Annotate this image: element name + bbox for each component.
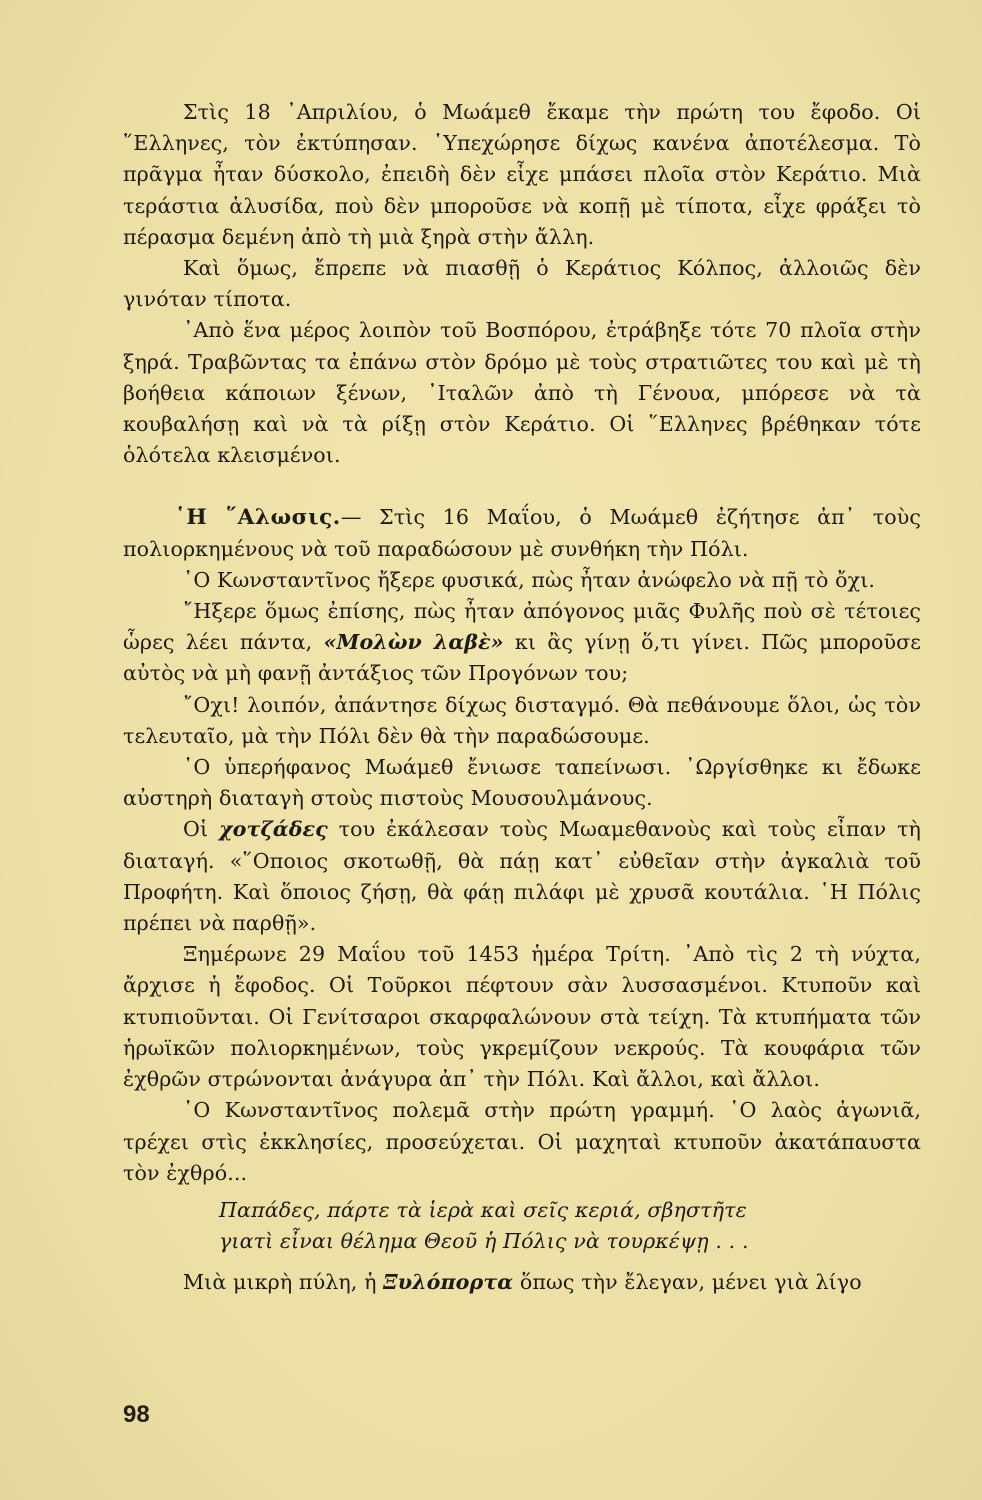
verse-line: Παπάδες, πάρτε τὰ ἱερὰ καὶ σεῖς κεριά, σβηστῆτε: [219, 1197, 747, 1222]
paragraph-reply: ῎Οχι! λοιπόν, ἀπάντησε δίχως δισταγμό. Θὰ πεθάνουμε ὅλοι, ὡς τὸν τελευταῖο, μὰ τὴν Πόλι δὲν θὰ τὴν παραδώσουμε.: [123, 692, 921, 748]
paragraph-assault-dawn: Ξημέρωνε 29 Μαΐου τοῦ 1453 ἡμέρα Τρίτη. ᾿Απὸ τὶς 2 τὴ νύχτα, ἄρχισε ἡ ἔφοδος. Οἱ Τοῦρκοι πέφτουν σὰν λυσσασμένοι. Κτυποῦν καὶ κτυπιοῦνται. Οἱ Γενίτσαροι σκαρφαλώνουν στὰ τείχη. Τὰ κτυπήματα τῶν ἡρωϊκῶν πολιορκημένων, τοὺς γκρεμίζουν νεκρούς. Τὰ κουφάρια τῶν ἐχθρῶν στρώνονται ἀνάγυρα ἀπ᾿ τὴν Πόλι. Καὶ ἄλλοι, καὶ ἄλλοι.: [123, 942, 921, 1092]
paragraph-golden-horn: Καὶ ὅμως, ἔπρεπε νὰ πιασθῇ ὁ Κεράτιος Κόλπος, ἀλλοιῶς δὲν γινόταν τίποτα.: [123, 256, 921, 312]
paragraph-hodjas: [123, 814, 921, 939]
paragraph-first-assault: Στὶς 18 ᾿Απριλίου, ὁ Μωάμεθ ἔκαμε τὴν πρώτη του ἔφοδο. Οἱ ῞Ελληνες, τὸν ἐκτύπησαν. ῾Υπεχώρησε δίχως κανένα ἀποτέλεσμα. Τὸ πρᾶγμα ἦταν δύσκολο, ἐπειδὴ δὲν εἶχε μπάσει πλοῖα στὸν Κεράτιο. Μιὰ τεράστια ἁλυσίδα, ποὺ δὲν μποροῦσε νὰ κοπῇ μὲ τίποτα, εἶχε φράξει τὸ πέρασμα δεμένη ἀπὸ τὴ μιὰ ξηρὰ στὴν ἄλλη.: [123, 100, 921, 249]
paragraph-text-part: του ἐκάλεσαν τοὺς Μωαμεθανοὺς καὶ τοὺς εἶπαν τὴ διαταγή. «῞Οποιος σκοτωθῇ, θὰ πάῃ κατ᾿ εὐθεῖαν στὴν ἀγκαλιὰ τοῦ Προφήτη. Καὶ ὅποιος ζήσῃ, θὰ φάῃ πιλάφι μὲ χρυσᾶ κουτάλια. ῾Η Πόλις πρέπει νὰ παρθῇ».: [123, 817, 921, 936]
section-heading: ῾Η ῞Αλωσις.: [175, 505, 341, 531]
paragraph-text-part: Μιὰ μικρὴ πύλη, ἡ: [183, 1270, 384, 1295]
quote-molon-labe: «Μολὼν λαβὲ»: [323, 630, 504, 655]
paragraph-mehmed-anger: ῾Ο ὑπερήφανος Μωάμεθ ἔνιωσε ταπείνωσι. ᾿Ωργίσθηκε κι ἔδωκε αὐστηρὴ διαταγὴ στοὺς πιστοὺς Μουσουλμάνους.: [123, 755, 921, 811]
paragraph-text-part: Οἱ: [183, 817, 220, 842]
section-intro-text: Στὶς 16 Μαΐου, ὁ Μωάμεθ ἐζήτησε ἀπ᾿ τοὺς πολιορκημένους νὰ τοῦ παραδώσουν μὲ συνθήκη τὴν Πόλι.: [123, 505, 921, 561]
page-number: 98: [123, 1401, 150, 1428]
verse-line: γιατὶ εἶναι θέλημα Θεοῦ ἡ Πόλις νὰ τουρκέψῃ . . .: [219, 1229, 749, 1254]
paragraph-constantine-fights: ῾Ο Κωνσταντῖνος πολεμᾶ στὴν πρώτη γραμμή. ῾Ο λαὸς ἀγωνιᾶ, τρέχει στὶς ἐκκλησίες, προσεύχεται. Οἱ μαχηταὶ κτυποῦν ἀκατάπαυστα τὸν ἐχθρό...: [123, 1098, 921, 1185]
paragraph-text-part: ῎Ηξερε ὅμως ἐπίσης, πὼς ἦταν ἀπόγονος μιᾶς Φυλῆς ποὺ σὲ τέτοιες ὧρες λέει πάντα,: [123, 599, 921, 655]
paragraph-molon-labe: [123, 596, 921, 690]
paragraph-text-part: ὅπως τὴν ἔλεγαν, μένει γιὰ λίγο: [513, 1270, 862, 1295]
body-text: [123, 97, 921, 1298]
paragraph-constantine-knew: ῾Ο Κωνσταντῖνος ἤξερε φυσικά, πὼς ἦταν ἀνώφελο νὰ πῇ τὸ ὄχι.: [183, 567, 876, 592]
paragraph-kerkoporta: [123, 1267, 921, 1298]
section-fall: [123, 502, 921, 564]
term-xyloporta: Ξυλόπορτα: [383, 1270, 514, 1295]
term-hodjas: χοτζάδες: [219, 817, 328, 842]
section-dash: —: [340, 505, 380, 530]
paragraph-ships-overland: ᾿Απὸ ἕνα μέρος λοιπὸν τοῦ Βοσπόρου, ἐτράβηξε τότε 70 πλοῖα στὴν ξηρά. Τραβῶντας τα ἐπάνω στὸν δρόμο μὲ τοὺς στρατιῶτες του καὶ μὲ τὴ βοήθεια κάποιων ξένων, ᾿Ιταλῶν ἀπὸ τὴ Γένουα, μπόρεσε νὰ τὰ κουβαλήσῃ καὶ νὰ τὰ ρίξῃ στὸν Κεράτιο. Οἱ ῞Ελληνες βρέθηκαν τότε ὁλότελα κλεισμένοι.: [123, 318, 921, 468]
verse-quote: [123, 1195, 921, 1257]
paragraph-text-part: κι ἂς γίνῃ ὅ,τι γίνει. Πῶς μποροῦσε αὐτὸς νὰ μὴ φανῇ ἀντάξιος τῶν Προγόνων του;: [123, 630, 922, 686]
